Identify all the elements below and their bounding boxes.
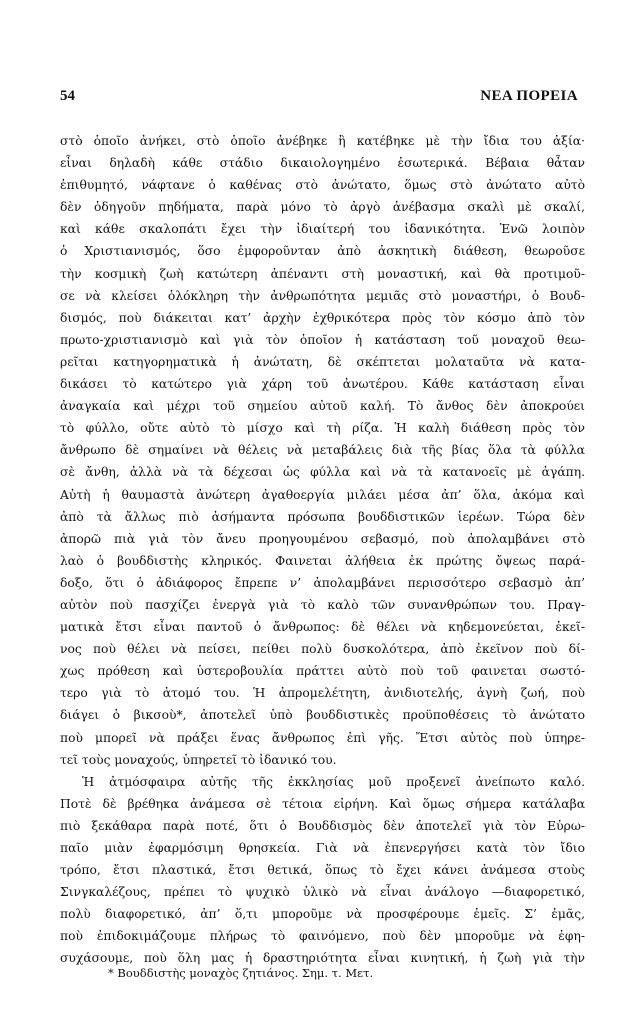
text-line: σὲ ἄνθη, ἀλλὰ νὰ τὰ δέχεσαι ὡς φύλλα καὶ νὰ τὰ κατανοεῖς μὲ ἀγάπη. <box>60 465 585 480</box>
text-line: τὸ φύλλο, οὔτε αὐτὸ τὸ μίσχο καὶ τὴ ρίζα. Ἡ καλὴ διάθεση πρὸς τὸν <box>60 421 585 436</box>
text-line: τερο γιὰ τὸ ἀτομό του. Ἡ ἀπρομελέτητη, ἀνιδιοτελής, ἁγνὴ ζωή, ποὺ <box>60 686 585 701</box>
text-line: στὸ ὁποῖο ἀνήκει, στὸ ὁποῖο ἀνέβηκε ἢ κατέβηκε μὲ τὴν ἴδια του ἀξία· <box>60 134 585 148</box>
text-line: αὐτὸν ποὺ πασχίζει ἐνεργὰ γιὰ τὸ καλὸ τῶν συνανθρώπων του. Πραγ- <box>60 597 585 612</box>
text-line: πιὸ ξεκάθαρα παρὰ ποτέ, ὅτι ὁ Βουδδισμὸς δὲν ἀποτελεῖ γιὰ τὸν Εὐρω- <box>60 818 585 833</box>
text-line: νος ποὺ θέλει νὰ πείσει, πείθει πολὺ δυσκολότερα, ἀπὸ ἐκεῖνον ποὺ δί- <box>60 642 585 657</box>
text-line: διάγει ὁ βικσοὺ*, ἀποτελεῖ ὑπὸ βουδδιστικὲς προϋποθέσεις τὸ ἀνώτατο <box>60 708 585 723</box>
body-text <box>60 130 585 970</box>
text-line: δὲν ὁδηγοῦν πηδήματα, παρὰ μόνο τὸ ἀργὸ ἀνέβασμα σκαλὶ μὲ σκαλί, <box>60 200 585 215</box>
footnote: * Βουδδιστὴς μοναχὸς ζητιάνος. Σημ. τ. Μετ. <box>108 966 374 980</box>
text-line: Σινγκαλέζους, πρέπει τὸ ψυχικὸ ὑλικὸ νὰ εἶναι ἀνάλογο —διαφορετικό, <box>60 885 585 900</box>
text-line: σε νὰ κλείσει ὁλόκληρη τὴν ἀνθρωπότητα μεμιᾶς στὸ μοναστήρι, ὁ Βουδ- <box>60 288 585 303</box>
text-line: συχάσουμε, ποὺ ὅλη μας ἡ δραστηριότητα εἶναι κινητική, ἡ ζωὴ γιὰ τὴν <box>60 951 585 966</box>
text-line: ὁ Χριστιανισμός, ὅσο ἐμφοροῦνταν ἀπὸ ἀσκητικὴ διάθεση, θεωροῦσε <box>60 244 585 259</box>
text-line: πολὺ διαφορετικό, ἀπ’ ὅ,τι μποροῦμε νὰ προσφέρουμε ἐμεῖς. Σ’ ἐμᾶς, <box>60 907 585 922</box>
text-line: ἀναγκαία καὶ μέχρι τοῦ σημείου αὐτοῦ καλή. Τὸ ἄνθος δὲν ἀποκρούει <box>60 399 585 414</box>
text-line: ποὺ μπορεῖ νὰ πράξει ἕνας ἄνθρωπος ἐπὶ γῆς. Ἔτσι αὐτὸς ποὺ ὑπηρε- <box>60 730 585 745</box>
text-line: δοξο, ὅτι ὁ ἀδιάφορος ἔπρεπε ν’ ἀπολαμβάνει περισσότερο σεβασμὸ ἀπ’ <box>60 575 585 590</box>
text-line: ἀπὸ τὰ ἄλλως πιὸ ἀσήμαντα πρόσωπα βουδδιστικῶν ἱερέων. Τώρα δὲν <box>60 509 585 524</box>
text-line: ποὺ ἐπιδοκιμάζουμε πλήρως τὸ φαινόμενο, ποὺ δὲν μποροῦμε νὰ ἐφη- <box>60 929 585 944</box>
text-line: εἶναι δηλαδὴ κάθε στάδιο δικαιολογημένο ἐσωτερικά. Βέβαια θἆταν <box>60 156 585 171</box>
text-line: δικάσει τὸ κατώτερο γιὰ χάρη τοῦ ἀνωτέρου. Κάθε κατάσταση εἶναι <box>60 377 585 392</box>
paragraph-end-line: τεῖ τοὺς μοναχούς, ὑπηρετεῖ τὸ ἰδανικό του. <box>60 752 337 767</box>
text-line: ἐπιθυμητό, νάφτανε ὁ καθένας στὸ ἀνώτατο, ὅμως στὸ ἀνώτατο αὐτὸ <box>60 178 585 193</box>
text-line: δισμός, ποὺ διάκειται κατ’ ἀρχὴν ἐχθρικότερα πρὸς τὸν κόσμο ἀπὸ τὸν <box>60 310 585 325</box>
text-line: ἄνθρωπο δὲ σημαίνει νὰ θέλεις νὰ μεταβάλεις διὰ τῆς βίας ὅλα τὰ φύλλα <box>60 443 585 458</box>
text-line: τὴν κοσμικὴ ζωὴ κατώτερη ἀπέναντι στὴ μοναστική, καὶ θὰ προτιμοῦ- <box>60 266 585 281</box>
page-header <box>60 88 578 110</box>
text-line: πρωτο-χριστιανισμὸ καὶ γιὰ τὸν ὁποῖον ἡ κατάσταση τοῦ μοναχοῦ θεω- <box>60 332 585 347</box>
text-line: παῖο μιὰν ἐφαρμόσιμη θρησκεία. Γιὰ νὰ ἐπενεργήσει κατὰ τὸν ἴδιο <box>60 841 585 855</box>
text-line: Αὐτὴ ἡ θαυμαστὰ ἀνώτερη ἀγαθοεργία μιλάει μέσα ἀπ’ ὅλα, ἀκόμα καὶ <box>60 487 585 502</box>
text-line: ματικὰ ἔτσι εἶναι παντοῦ ὁ ἄνθρωπος: δὲ θέλει νὰ κηδεμονεύεται, ἐκεῖ- <box>60 620 585 635</box>
text-line: ἀπορῶ πιὰ γιὰ τὸν ἄνευ προηγουμένου σεβασμό, ποὺ ἀπολαμβάνει στὸ <box>60 531 585 546</box>
text-line: χως πρόθεση καὶ ὑστεροβουλία πράττει αὐτὸ ποὺ τοῦ φαινεται σωστό- <box>60 664 585 679</box>
paragraph-start-line: Ἡ ἀτμόσφαιρα αὐτῆς τῆς ἐκκλησίας μοῦ προξενεῖ ἀνείπωτο καλό. <box>82 774 585 789</box>
text-line: καὶ κάθε σκαλοπάτι ἔχει τὴν ἰδιαίτερή του ἰδανικότητα. Ἐνῶ λοιπὸν <box>60 222 585 237</box>
text-line: Ποτὲ δὲ βρέθηκα ἀνάμεσα σὲ τέτοια εἰρήνη. Καὶ ὅμως σήμερα κατάλαβα <box>60 796 585 811</box>
text-line: τρόπο, ἔτσι πλαστικά, ἔτσι θετικά, ὅπως τὸ ἔχει κάνει ἀνάμεσα στοὺς <box>60 863 585 878</box>
text-line: λαὸ ὁ βουδδιστὴς κληρικός. Φαινεται ἀλήθεια ἐκ πρώτης ὄψεως παρά- <box>60 553 585 568</box>
running-head: ΝΕΑ ΠΟΡΕΙΑ <box>480 88 578 104</box>
text-line: ρεῖται κατηγορηματικὰ ἡ ἀνώτατη, δὲ σκέπτεται μολαταῦτα νὰ κατα- <box>60 354 585 369</box>
page-number: 54 <box>60 88 75 104</box>
